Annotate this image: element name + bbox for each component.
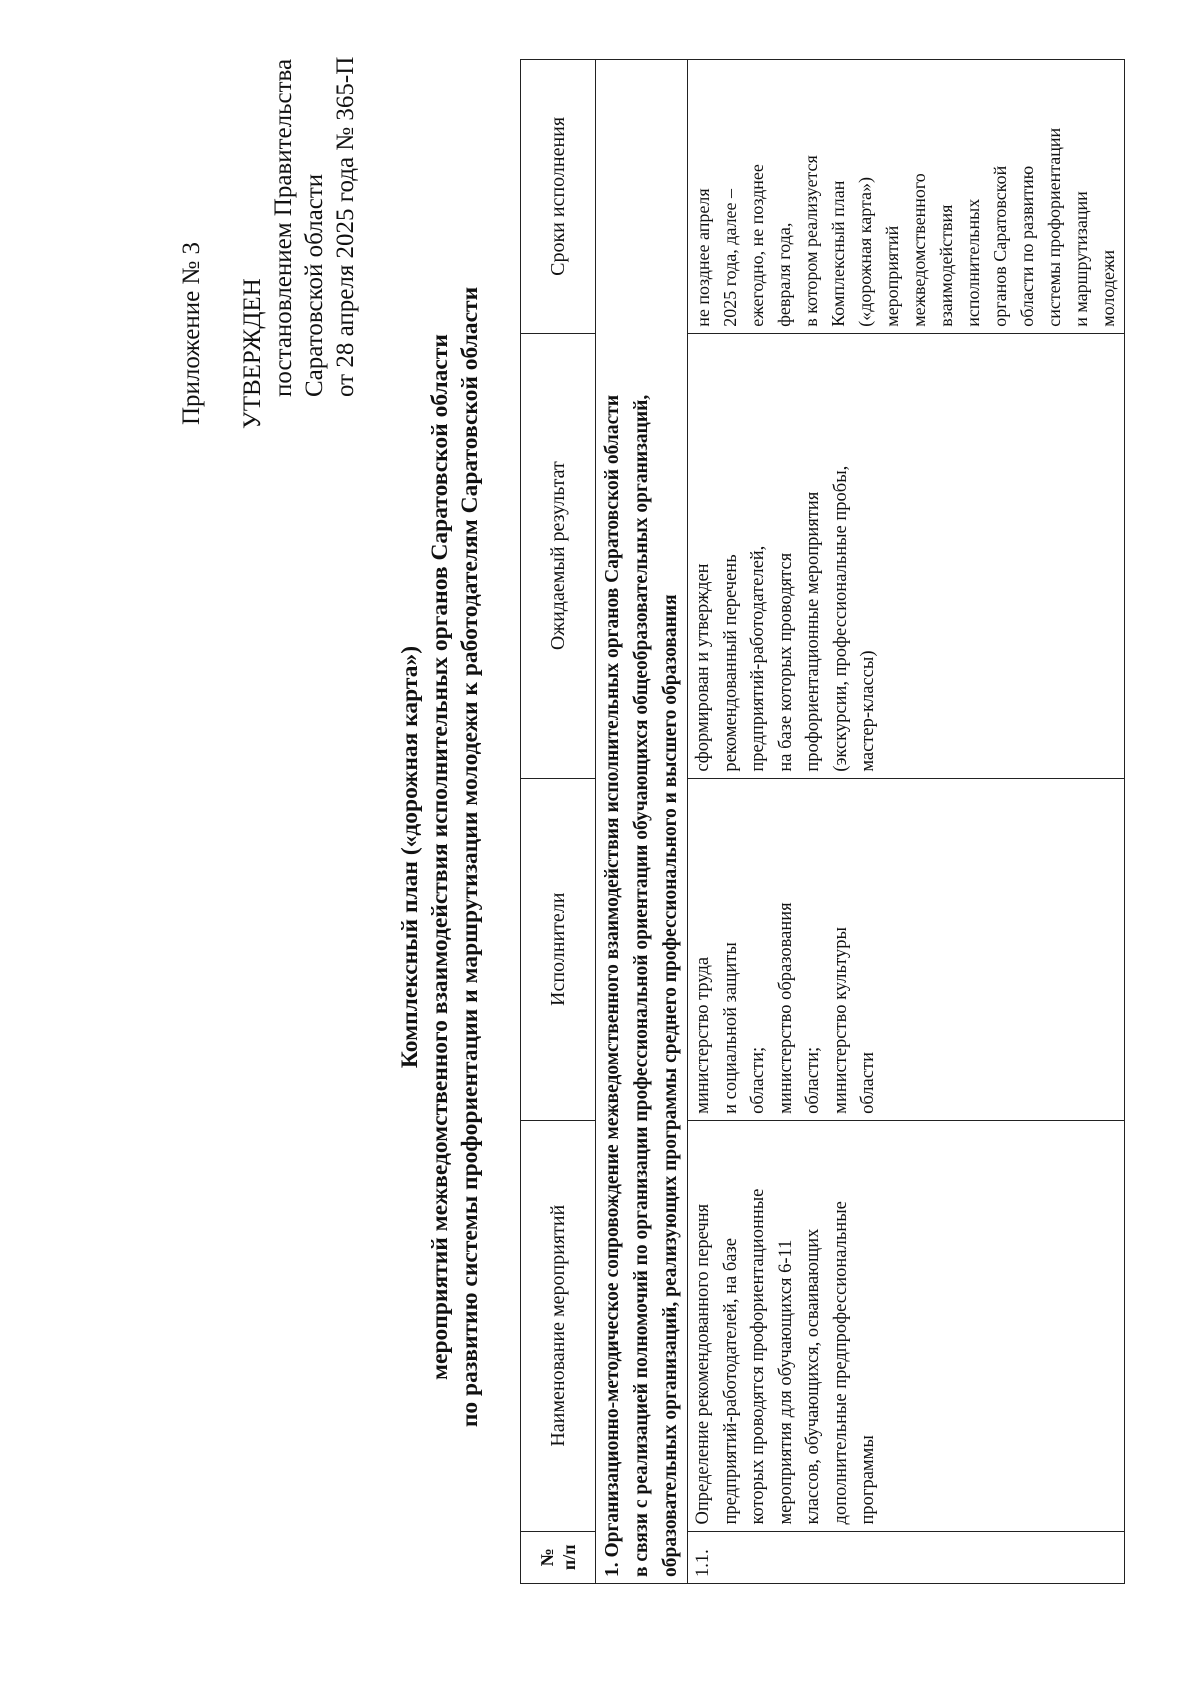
executor-line: области: [858, 1052, 878, 1114]
document-title: [395, 147, 485, 1567]
plan-table: [520, 59, 1125, 1584]
deadline-line: системы профориентации: [1044, 127, 1064, 327]
header-deadline: Сроки исполнения: [521, 60, 596, 334]
deadline-line: 2025 года, далее –: [720, 188, 740, 327]
header-number: [521, 1531, 596, 1583]
activity-line: предприятий-работодателей, на базе: [720, 1238, 741, 1525]
approval-line-1: постановлением Правительства: [270, 58, 297, 397]
row-activity-name: [688, 1120, 1125, 1531]
executor-line: области;: [748, 1046, 768, 1114]
table-header-row: [521, 60, 596, 1584]
header-executors: Исполнители: [521, 778, 596, 1120]
row-deadline: [688, 60, 1125, 334]
deadline-line: органов Саратовской: [990, 165, 1010, 327]
deadline-line: февраля года,: [774, 222, 794, 327]
executor-line: министерство культуры: [830, 927, 851, 1114]
title-line-2: мероприятий межведомственного взаимодействия исполнительных органов Саратовской области: [427, 334, 453, 1380]
section-title-line-3: образовательных организаций, реализующих программы среднего профессионального и высшего образования: [660, 594, 681, 1577]
result-line: рекомендованный перечень: [720, 554, 741, 772]
result-line: профориентационные мероприятия: [803, 491, 823, 772]
section-title-line-1: 1. Организационно-методическое сопровождение межведомственного взаимодействия исполнительных органов Саратовской области: [602, 394, 623, 1577]
result-line: мастер-классы): [858, 650, 878, 772]
deadline-line: и маршрутизации: [1071, 191, 1091, 327]
deadline-line: взаимодействия: [936, 204, 956, 327]
activity-line: программы: [858, 1435, 878, 1525]
approval-line-3: от 28 апреля 2025 года № 365-П: [332, 56, 359, 397]
appendix-number: Приложение № 3: [178, 241, 205, 425]
deadline-line: в котором реализуется: [801, 155, 821, 327]
activity-line: которых проводятся профориентационные: [748, 1188, 768, 1525]
result-line: сформирован и утвержден: [693, 563, 713, 772]
table-row: [688, 60, 1125, 1584]
title-line-1: Комплексный план («дорожная карта»): [397, 645, 423, 1069]
deadline-line: молодежи: [1098, 249, 1118, 327]
result-line: предприятий-работодателей,: [748, 545, 768, 772]
activity-line: Определение рекомендованного перечня: [693, 1203, 713, 1525]
row-executors: [688, 778, 1125, 1120]
header-number-line-1: №: [537, 1548, 557, 1567]
deadline-line: мероприятий: [882, 225, 902, 327]
title-line-3: по развитию системы профориентации и маршрутизации молодежи к работодателям Саратовской области: [457, 286, 483, 1428]
header-name: Наименование мероприятий: [521, 1120, 596, 1531]
activity-line: классов, обучающихся, осваивающих: [803, 1228, 823, 1525]
approved-label: УТВЕРЖДЕН: [239, 278, 266, 429]
executor-line: министерство образования: [775, 902, 796, 1114]
activity-line: дополнительные предпрофессиональные: [830, 1201, 851, 1525]
section-row: [596, 60, 688, 1584]
activity-line: мероприятия для обучающихся 6-11: [775, 1239, 796, 1525]
deadline-line: («дорожная карта»): [855, 176, 875, 327]
executor-line: и социальной защиты: [720, 942, 741, 1114]
deadline-line: ежегодно, не позднее: [747, 164, 767, 327]
header-number-line-2: п/п: [559, 1544, 579, 1571]
result-line: (экскурсии, профессиональные пробы,: [830, 465, 851, 772]
approval-block: [176, 29, 361, 429]
row-expected-result: [688, 333, 1125, 778]
section-title: [596, 60, 688, 1584]
executor-line: области;: [803, 1046, 823, 1114]
approval-line-2: Саратовской области: [301, 173, 328, 397]
deadline-line: межведомственного: [909, 173, 929, 327]
deadline-line: не позднее апреля: [693, 188, 713, 327]
executor-line: министерство труда: [693, 956, 713, 1114]
deadline-line: области по развитию: [1017, 165, 1037, 327]
deadline-line: Комплексный план: [828, 180, 848, 327]
row-number: 1.1.: [688, 1531, 1125, 1583]
result-line: на базе которых проводятся: [775, 552, 796, 772]
header-result: Ожидаемый результат: [521, 333, 596, 778]
section-title-line-2: в связи с реализацией полномочий по организации профессиональной ориентации обучающихся общеобразовательных организаций,: [631, 394, 652, 1577]
deadline-line: исполнительных: [963, 198, 983, 327]
